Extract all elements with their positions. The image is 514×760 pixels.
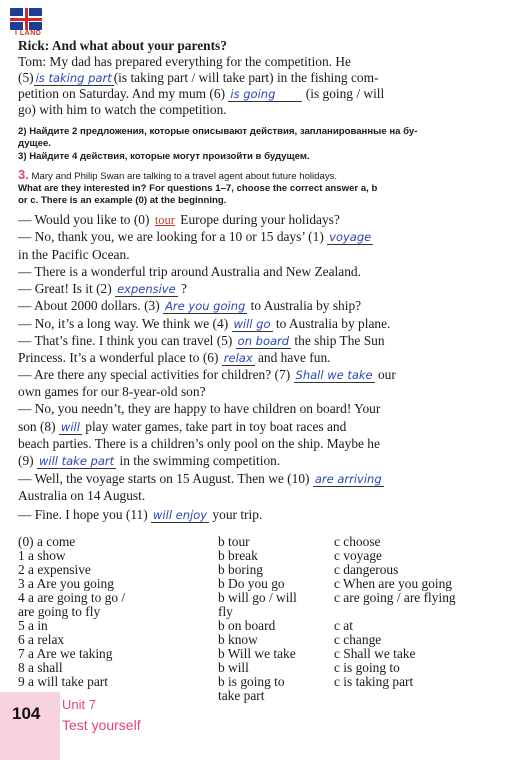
handwritten-answer: will xyxy=(60,420,80,434)
unit-label: Unit 7 xyxy=(62,697,96,712)
option-item: c at xyxy=(334,618,353,633)
dialog2-line xyxy=(18,298,361,314)
option-item: 8 a shall xyxy=(18,660,63,675)
dialog2-line xyxy=(18,471,384,487)
dialog2-text: the ship The Sun xyxy=(291,333,385,348)
section-title: Test yourself xyxy=(62,717,141,733)
option-item: c When are you going xyxy=(334,576,452,591)
option-item: c is taking part xyxy=(334,674,414,689)
option-item: c dangerous xyxy=(334,562,399,577)
option-item: (0) a come xyxy=(18,534,76,549)
dialog2-text: our xyxy=(374,367,396,382)
handwritten-answer: will go xyxy=(233,317,271,331)
dialog2-line xyxy=(18,333,385,349)
option-item: b tour xyxy=(218,534,250,549)
dialog2-text: — Fine. I hope you (11) xyxy=(18,507,152,522)
dialog2-line xyxy=(18,367,396,383)
dialog2-text: Australia on 14 August. xyxy=(18,488,146,503)
uk-flag-icon xyxy=(10,8,42,30)
dialog1-line4: petition on Saturday. And my mum (6) is going (is going / will xyxy=(18,86,385,101)
dialog2-text: your trip. xyxy=(209,507,263,522)
dialog2-line xyxy=(18,316,390,332)
option-item: 5 a in xyxy=(18,618,48,633)
dialog2-line xyxy=(18,453,280,469)
exercise-3-question-1: What are they interested in? For questions 1–7, choose the correct answer a, b xyxy=(18,183,378,194)
dialog2-line xyxy=(18,384,206,400)
dialog2-line xyxy=(18,212,340,228)
option-item: take part xyxy=(218,688,265,703)
option-item: c choose xyxy=(334,534,381,549)
option-item: b on board xyxy=(218,618,276,633)
handwritten-answer: on board xyxy=(237,334,290,348)
option-item: 3 a Are you going xyxy=(18,576,114,591)
dialog2-text: — About 2000 dollars. (3) xyxy=(18,298,164,313)
dialog2-line xyxy=(18,507,262,523)
page-number-bar xyxy=(0,692,60,760)
option-item: 9 a will take part xyxy=(18,674,108,689)
options-b xyxy=(218,535,297,703)
options-c xyxy=(334,535,456,689)
dialog2-text: Europe during your holidays? xyxy=(176,212,340,227)
dialog2-line xyxy=(18,350,331,366)
handwritten-answer: Shall we take xyxy=(295,368,373,382)
dialog2-text: in the Pacific Ocean. xyxy=(18,247,130,262)
handwritten-answer: tour xyxy=(154,213,175,227)
dialog2-line xyxy=(18,401,380,417)
option-item: 7 a Are we taking xyxy=(18,646,113,661)
dialog2-text: (9) xyxy=(18,453,37,468)
handwritten-answer: voyage xyxy=(329,230,372,244)
page-number: 104 xyxy=(12,704,41,723)
dialog2-text: to Australia by plane. xyxy=(272,316,391,331)
option-item: b break xyxy=(218,548,258,563)
dialog2-text: son (8) xyxy=(18,419,59,434)
handwritten-answer: relax xyxy=(223,351,253,365)
dialog2-text: — No, it’s a long way. We think we (4) xyxy=(18,316,232,331)
dialog2-text: ? xyxy=(177,281,187,296)
dialog2-text: — There is a wonderful trip around Australia and New Zealand. xyxy=(18,264,361,279)
option-item: c Shall we take xyxy=(334,646,416,661)
dialog2-text: — Would you like to (0) xyxy=(18,212,153,227)
handwritten-answer: expensive xyxy=(117,282,176,296)
dialog2-text: — Are there any special activities for children? (7) xyxy=(18,367,294,382)
dialog2-text: — No, thank you, we are looking for a 10 or 15 days’ (1) xyxy=(18,229,328,244)
task-2b: дущее. xyxy=(18,138,51,149)
option-item: c is going to xyxy=(334,660,400,675)
dialog2-line xyxy=(18,247,130,263)
handwritten-answer: will enjoy xyxy=(153,508,208,522)
option-item: 6 a relax xyxy=(18,632,65,647)
option-item: 4 a are going to go / xyxy=(18,590,126,605)
option-item: b know xyxy=(218,632,258,647)
dialog2-line xyxy=(18,419,346,435)
option-item: b will go / will xyxy=(218,590,297,605)
task-3: 3) Найдите 4 действия, которые могут произойти в будущем. xyxy=(18,151,310,162)
options-a xyxy=(18,535,125,689)
exercise-3-intro: 3. Mary and Philip Swan are talking to a travel agent about future holidays. xyxy=(18,167,338,182)
task-2: 2) Найдите 2 предложения, которые описывают действия, запланированные на бу- xyxy=(18,126,418,137)
option-item: b Do you go xyxy=(218,576,285,591)
dialog2-line xyxy=(18,488,145,504)
dialog1-line1: Rick: And what about your parents? xyxy=(18,38,227,53)
dialog2-text: and have fun. xyxy=(254,350,331,365)
handwritten-answer: Are you going xyxy=(165,299,246,313)
option-item: are going to fly xyxy=(18,604,101,619)
dialog1-line5: go) with him to watch the competition. xyxy=(18,102,227,117)
dialog2-text: play water games, take part in toy boat races and xyxy=(81,419,347,434)
handwritten-answer: will take part xyxy=(38,454,115,468)
dialog2-line xyxy=(18,229,373,245)
dialog2-line xyxy=(18,281,187,297)
dialog2-text: — No, you needn’t, they are happy to have children on board! Your xyxy=(18,401,381,416)
dialog2-line xyxy=(18,264,361,280)
flag-label: I LAND xyxy=(15,30,42,37)
option-item: b Will we take xyxy=(218,646,296,661)
dialog2-text: Princess. It’s a wonderful place to (6) xyxy=(18,350,222,365)
option-item: c change xyxy=(334,632,382,647)
dialog2-text: own games for our 8-year-old son? xyxy=(18,384,206,399)
dialog1-line2: Tom: My dad has prepared everything for the competition. He xyxy=(18,54,351,69)
dialog2-text: to Australia by ship? xyxy=(247,298,362,313)
option-item xyxy=(334,605,456,619)
option-item: b will xyxy=(218,660,249,675)
dialog2-text: — That’s fine. I think you can travel (5) xyxy=(18,333,236,348)
option-item: b boring xyxy=(218,562,264,577)
dialog2-text: in the swimming competition. xyxy=(116,453,281,468)
dialog1-line3: (5) is taking part (is taking part / will take part) in the fishing com- xyxy=(18,70,379,85)
handwritten-answer: are arriving xyxy=(314,472,382,486)
option-item: c are going / are flying xyxy=(334,590,456,605)
option-item: fly xyxy=(218,604,233,619)
exercise-3-question-2: or c. There is an example (0) at the beginning. xyxy=(18,195,227,206)
option-item: c voyage xyxy=(334,548,382,563)
option-item: 2 a expensive xyxy=(18,562,91,577)
dialog2-text: — Great! Is it (2) xyxy=(18,281,116,296)
dialog2-text: beach parties. There is a children’s only pool on the ship. Maybe he xyxy=(18,436,380,451)
option-item: b is going to xyxy=(218,674,285,689)
dialog2-line xyxy=(18,436,380,452)
option-item: 1 a show xyxy=(18,548,66,563)
dialog2-text: — Well, the voyage starts on 15 August. Then we (10) xyxy=(18,471,313,486)
